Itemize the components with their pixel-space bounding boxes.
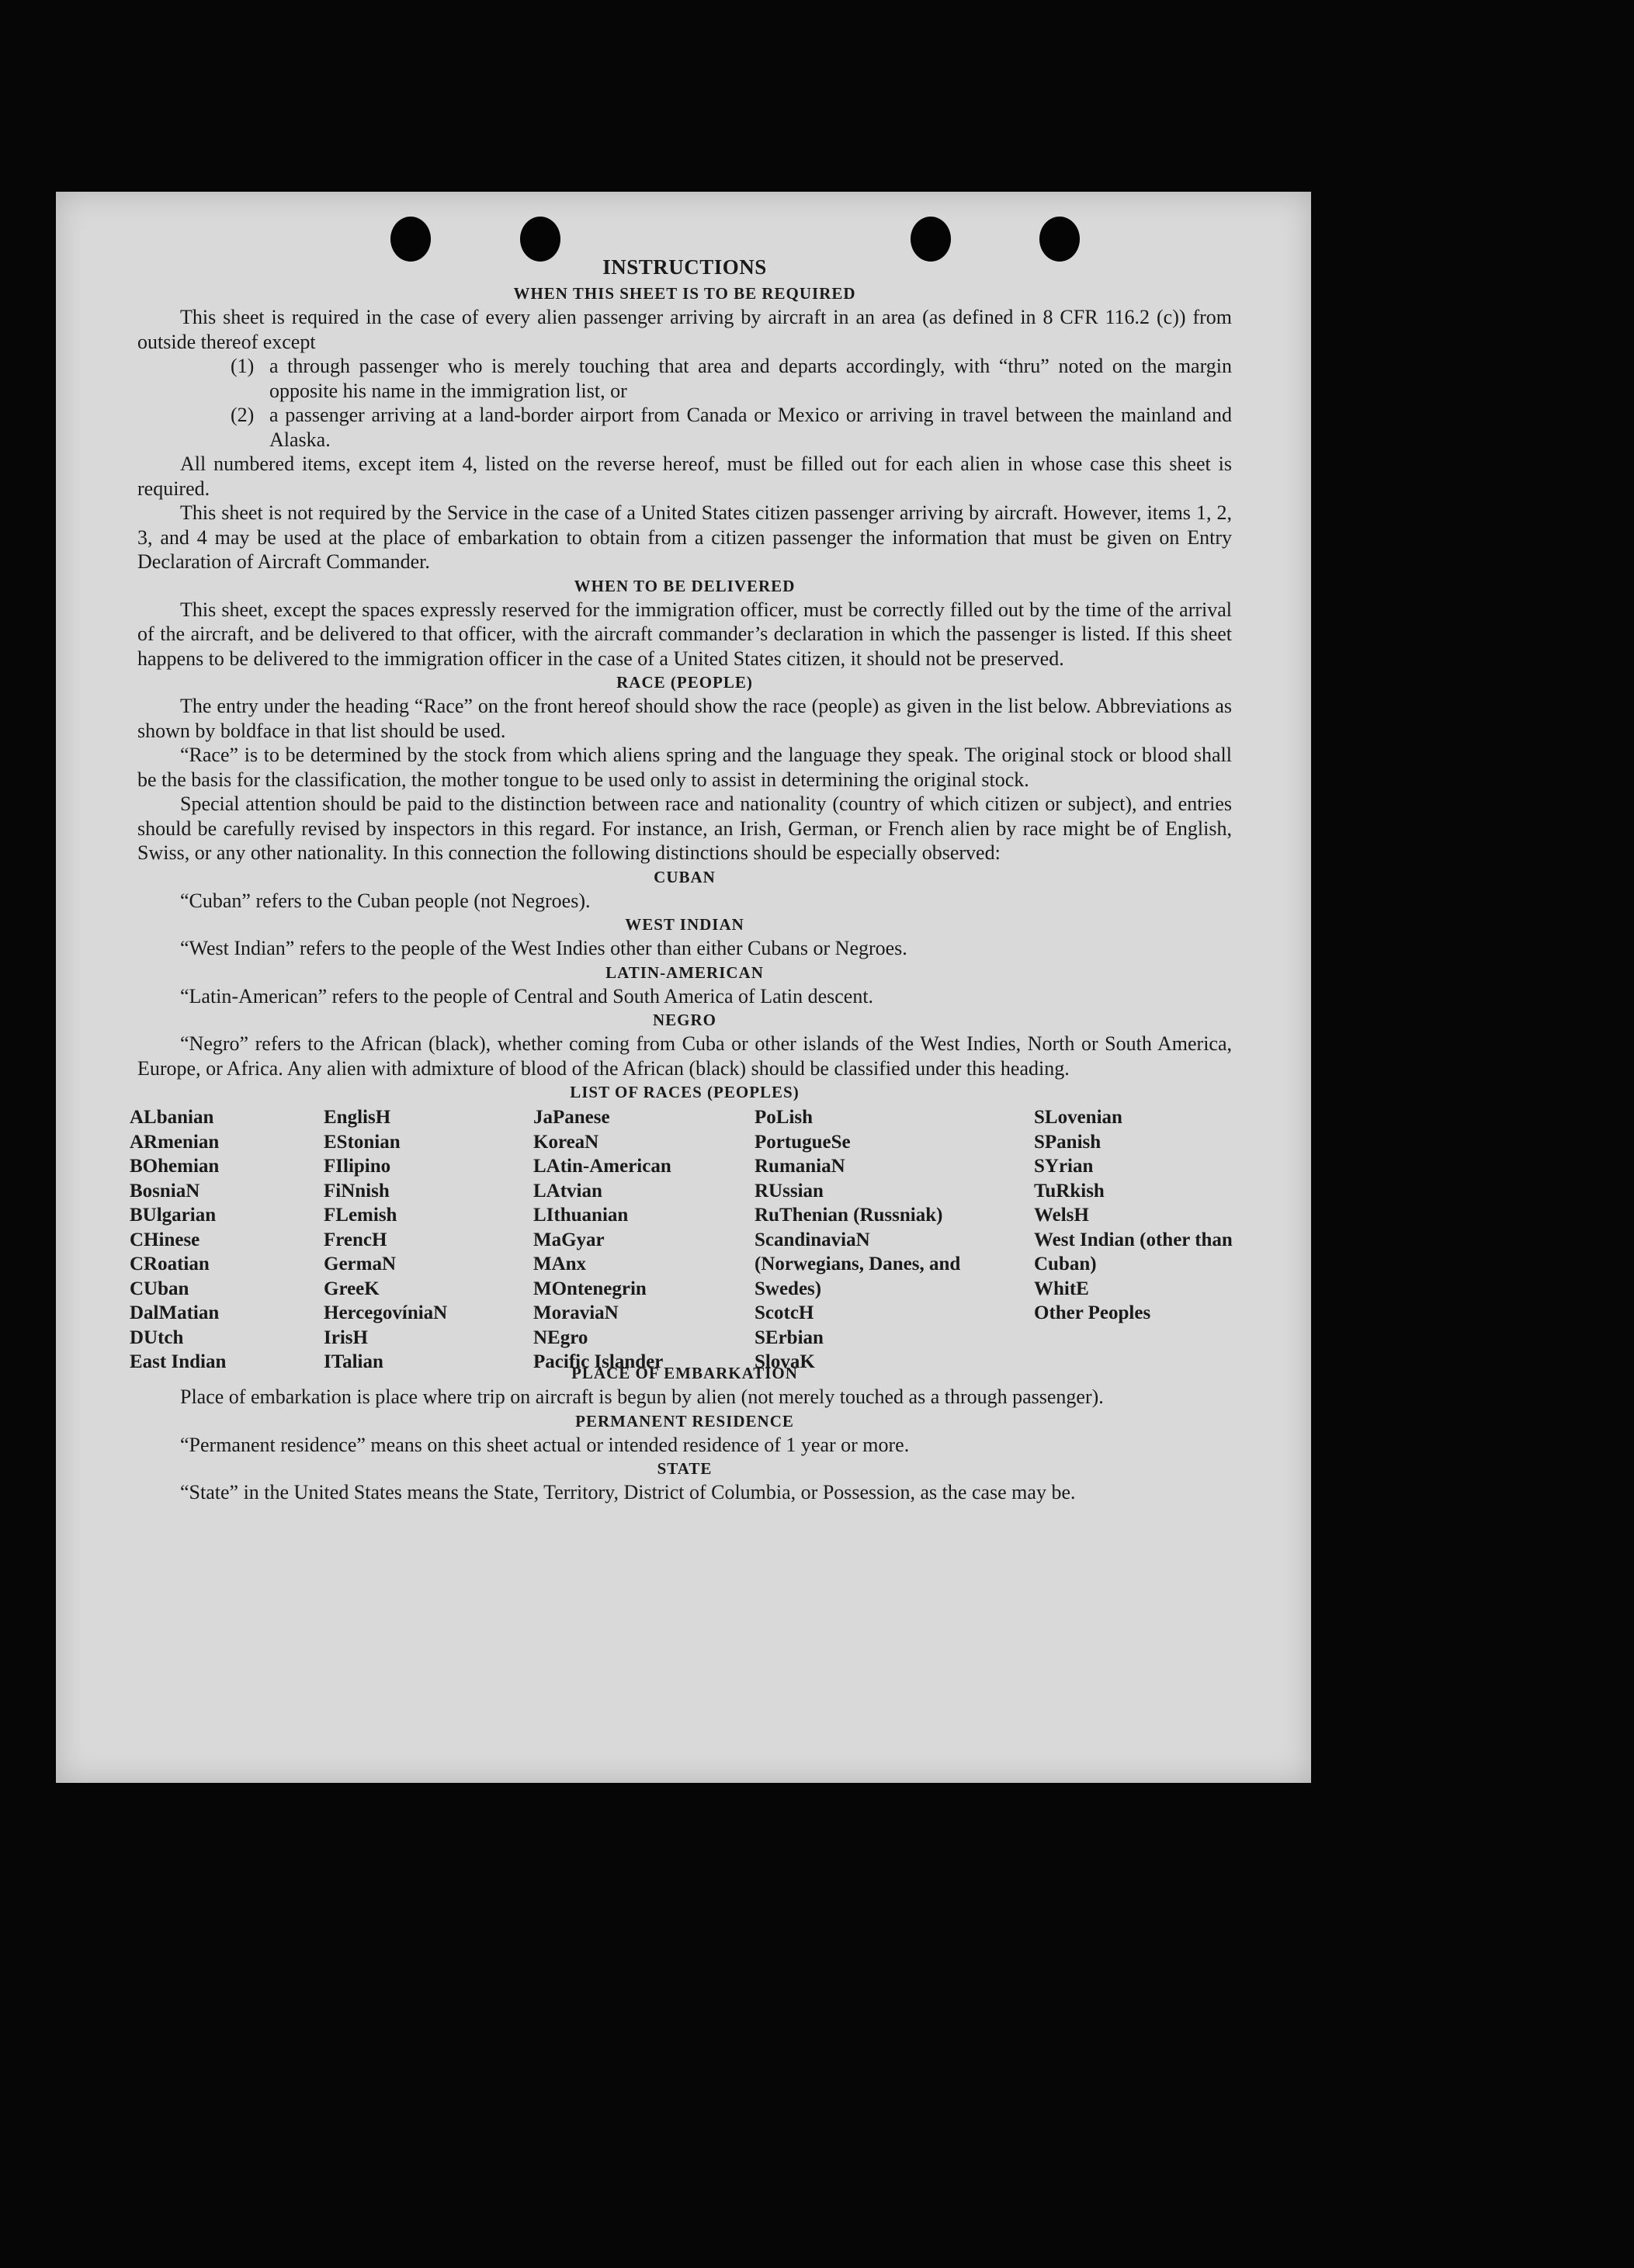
race-entry: EStonian: [324, 1131, 401, 1153]
race-entry: BOhemian: [130, 1156, 220, 1177]
paragraph: “Latin-American” refers to the people of Central and South America of Latin descent.: [180, 984, 874, 1007]
race-entry: MaGyar: [533, 1229, 605, 1250]
race-entry: DalMatian: [130, 1302, 220, 1323]
section-heading-residence: PERMANENT RESIDENCE: [575, 1411, 794, 1431]
race-entry: FrencH: [324, 1229, 387, 1250]
race-entry: SYrian: [1034, 1156, 1094, 1177]
races-column-2: [324, 1105, 447, 1375]
race-entry: East Indian: [130, 1351, 227, 1372]
list-item: [231, 354, 1232, 403]
race-entry: CRoatian: [130, 1254, 210, 1274]
paragraph: “State” in the United States means the State, Territory, District of Columbia, or Possession, as the case may be.: [180, 1481, 1076, 1503]
paragraph: This sheet is not required by the Service in the case of a United States citizen passenger arriving by aircraft. However, items 1, 2, 3, and 4 may be used at the place of embarkation to obtain from a citizen passenger the information that must be given on Entry Declaration of Aircraft Commander.: [137, 501, 1232, 573]
race-entry: FIlipino: [324, 1156, 391, 1177]
paragraph: The entry under the heading “Race” on the front hereof should show the race (people) as given in the list below. Abbreviations as shown by boldface in that list should be used.: [137, 695, 1232, 742]
race-entry: HercegovíniaN: [324, 1302, 448, 1323]
race-entry: WhitE: [1034, 1278, 1089, 1299]
race-entry: LAtvian: [533, 1180, 602, 1202]
race-entry: MOntenegrin: [533, 1278, 647, 1299]
document-page: [56, 192, 1311, 1783]
race-entry: ARmenian: [130, 1131, 220, 1153]
item-text: a passenger arriving at a land-border airport from Canada or Mexico or arriving in travel between the mainland and Alaska.: [269, 404, 1232, 451]
item-number: (1): [231, 355, 255, 377]
race-entry: ScotcH: [755, 1302, 814, 1323]
races-column-5: [1034, 1105, 1236, 1326]
race-entry: WelsH: [1034, 1205, 1089, 1226]
paragraph: “West Indian” refers to the people of the West Indies other than either Cubans or Negroes.: [180, 937, 907, 959]
section-heading-negro: NEGRO: [652, 1011, 716, 1029]
race-entry: KoreaN: [533, 1131, 599, 1153]
section-heading-when-required: WHEN THIS SHEET IS TO BE REQUIRED: [513, 284, 856, 303]
race-entry: BUlgarian: [130, 1205, 217, 1226]
races-column-1: [130, 1105, 226, 1375]
race-entry: GreeK: [324, 1278, 380, 1299]
paragraph: All numbered items, except item 4, listed on the reverse hereof, must be filled out for each alien in whose case this sheet is required.: [137, 453, 1232, 500]
race-entry: FiNnish: [324, 1180, 390, 1202]
section-heading-latin-american: LATIN-AMERICAN: [605, 962, 764, 982]
instructions-body: [130, 254, 1233, 1505]
section-heading-race: RACE (PEOPLE): [616, 673, 753, 692]
race-entry: MAnx: [533, 1254, 587, 1274]
paragraph: “Permanent residence” means on this sheet actual or intended residence of 1 year or more.: [180, 1433, 910, 1456]
item-number: (2): [231, 404, 255, 426]
race-entry: PortugueSe: [755, 1131, 851, 1153]
race-entry: PoLish: [755, 1107, 814, 1128]
races-column-3: [533, 1105, 671, 1375]
paragraph: This sheet, except the spaces expressly reserved for the immigration officer, must be correctly filled out by the time of the arrival of the aircraft, and be delivered to that officer, with the aircraft commander’s declaration in which the passenger is listed. If this sheet happens to be delivered to the immigration officer in the case of a United States citizen, it should not be preserved.: [137, 598, 1232, 670]
race-entry: RuThenian (Russniak): [755, 1205, 943, 1226]
races-column-4: [755, 1105, 980, 1375]
race-entry: SLovenian: [1034, 1107, 1122, 1128]
section-heading-state: STATE: [657, 1459, 713, 1478]
paragraph: “Negro” refers to the African (black), whether coming from Cuba or other islands of the West Indies, North or South America, Europe, or Africa. Any alien with admixture of blood of the African (black) should be classified under this heading.: [137, 1032, 1232, 1080]
race-entry: CHinese: [130, 1229, 200, 1250]
race-entry: NEgro: [533, 1326, 588, 1348]
race-entry: LIthuanian: [533, 1205, 629, 1226]
list-item: [231, 403, 1232, 452]
race-entry: FLemish: [324, 1205, 397, 1226]
race-entry: RUssian: [755, 1180, 824, 1202]
item-text: a through passenger who is merely touching that area and departs accordingly, with “thru” noted on the margin opposite his name in the immigration list, or: [269, 355, 1232, 402]
race-entry: EnglisH: [324, 1107, 391, 1128]
section-heading-list-of-races: LIST OF RACES (PEOPLES): [570, 1083, 800, 1101]
race-entry: SErbian: [755, 1326, 824, 1348]
race-entry: BosniaN: [130, 1180, 200, 1202]
paragraph: Place of embarkation is place where trip on aircraft is begun by alien (not merely touched as a through passenger).: [180, 1385, 1104, 1408]
race-entry: TuRkish: [1034, 1180, 1105, 1202]
race-entry: DUtch: [130, 1326, 184, 1348]
section-heading-when-delivered: WHEN TO BE DELIVERED: [574, 576, 796, 595]
race-entry: SPanish: [1034, 1131, 1101, 1153]
race-entry: ScandinaviaN (Norwegians, Danes, and Swedes): [755, 1229, 961, 1299]
race-entry: West Indian (other than Cuban): [1034, 1229, 1233, 1274]
race-entry: IrisH: [324, 1326, 368, 1348]
race-entry: Pacific Islander: [533, 1351, 664, 1372]
race-entry: ITalian: [324, 1351, 383, 1372]
paragraph: This sheet is required in the case of every alien passenger arriving by aircraft in an area (as defined in 8 CFR 116.2 (c)) from outside thereof except: [137, 306, 1232, 353]
race-entry: ALbanian: [130, 1107, 214, 1128]
race-entry: SlovaK: [755, 1351, 815, 1372]
section-heading-embarkation: PLACE OF EMBARKATION: [571, 1364, 798, 1382]
race-entry: LAtin-American: [533, 1156, 671, 1177]
paragraph: Special attention should be paid to the distinction between race and nationality (country of which citizen or subject), and entries should be carefully revised by inspectors in this regard. For instance, an Irish, German, or French alien by race might be of English, Swiss, or any other nationality. In this connection the following distinctions should be especially observed:: [137, 792, 1232, 864]
race-entry: JaPanese: [533, 1107, 610, 1128]
paragraph: “Race” is to be determined by the stock from which aliens spring and the language they speak. The original stock or blood shall be the basis for the classification, the mother tongue to be used only to assist in determining the original stock.: [137, 744, 1232, 791]
race-entry: CUban: [130, 1278, 189, 1299]
race-entry: RumaniaN: [755, 1156, 845, 1177]
page-title: INSTRUCTIONS: [602, 255, 767, 279]
section-heading-west-indian: WEST INDIAN: [625, 915, 744, 934]
section-heading-cuban: CUBAN: [654, 867, 716, 886]
race-entry: Other Peoples: [1034, 1302, 1151, 1323]
race-entry: GermaN: [324, 1254, 397, 1274]
paragraph: “Cuban” refers to the Cuban people (not Negroes).: [180, 889, 591, 912]
race-entry: MoraviaN: [533, 1302, 619, 1323]
races-table: [130, 1105, 1233, 1372]
